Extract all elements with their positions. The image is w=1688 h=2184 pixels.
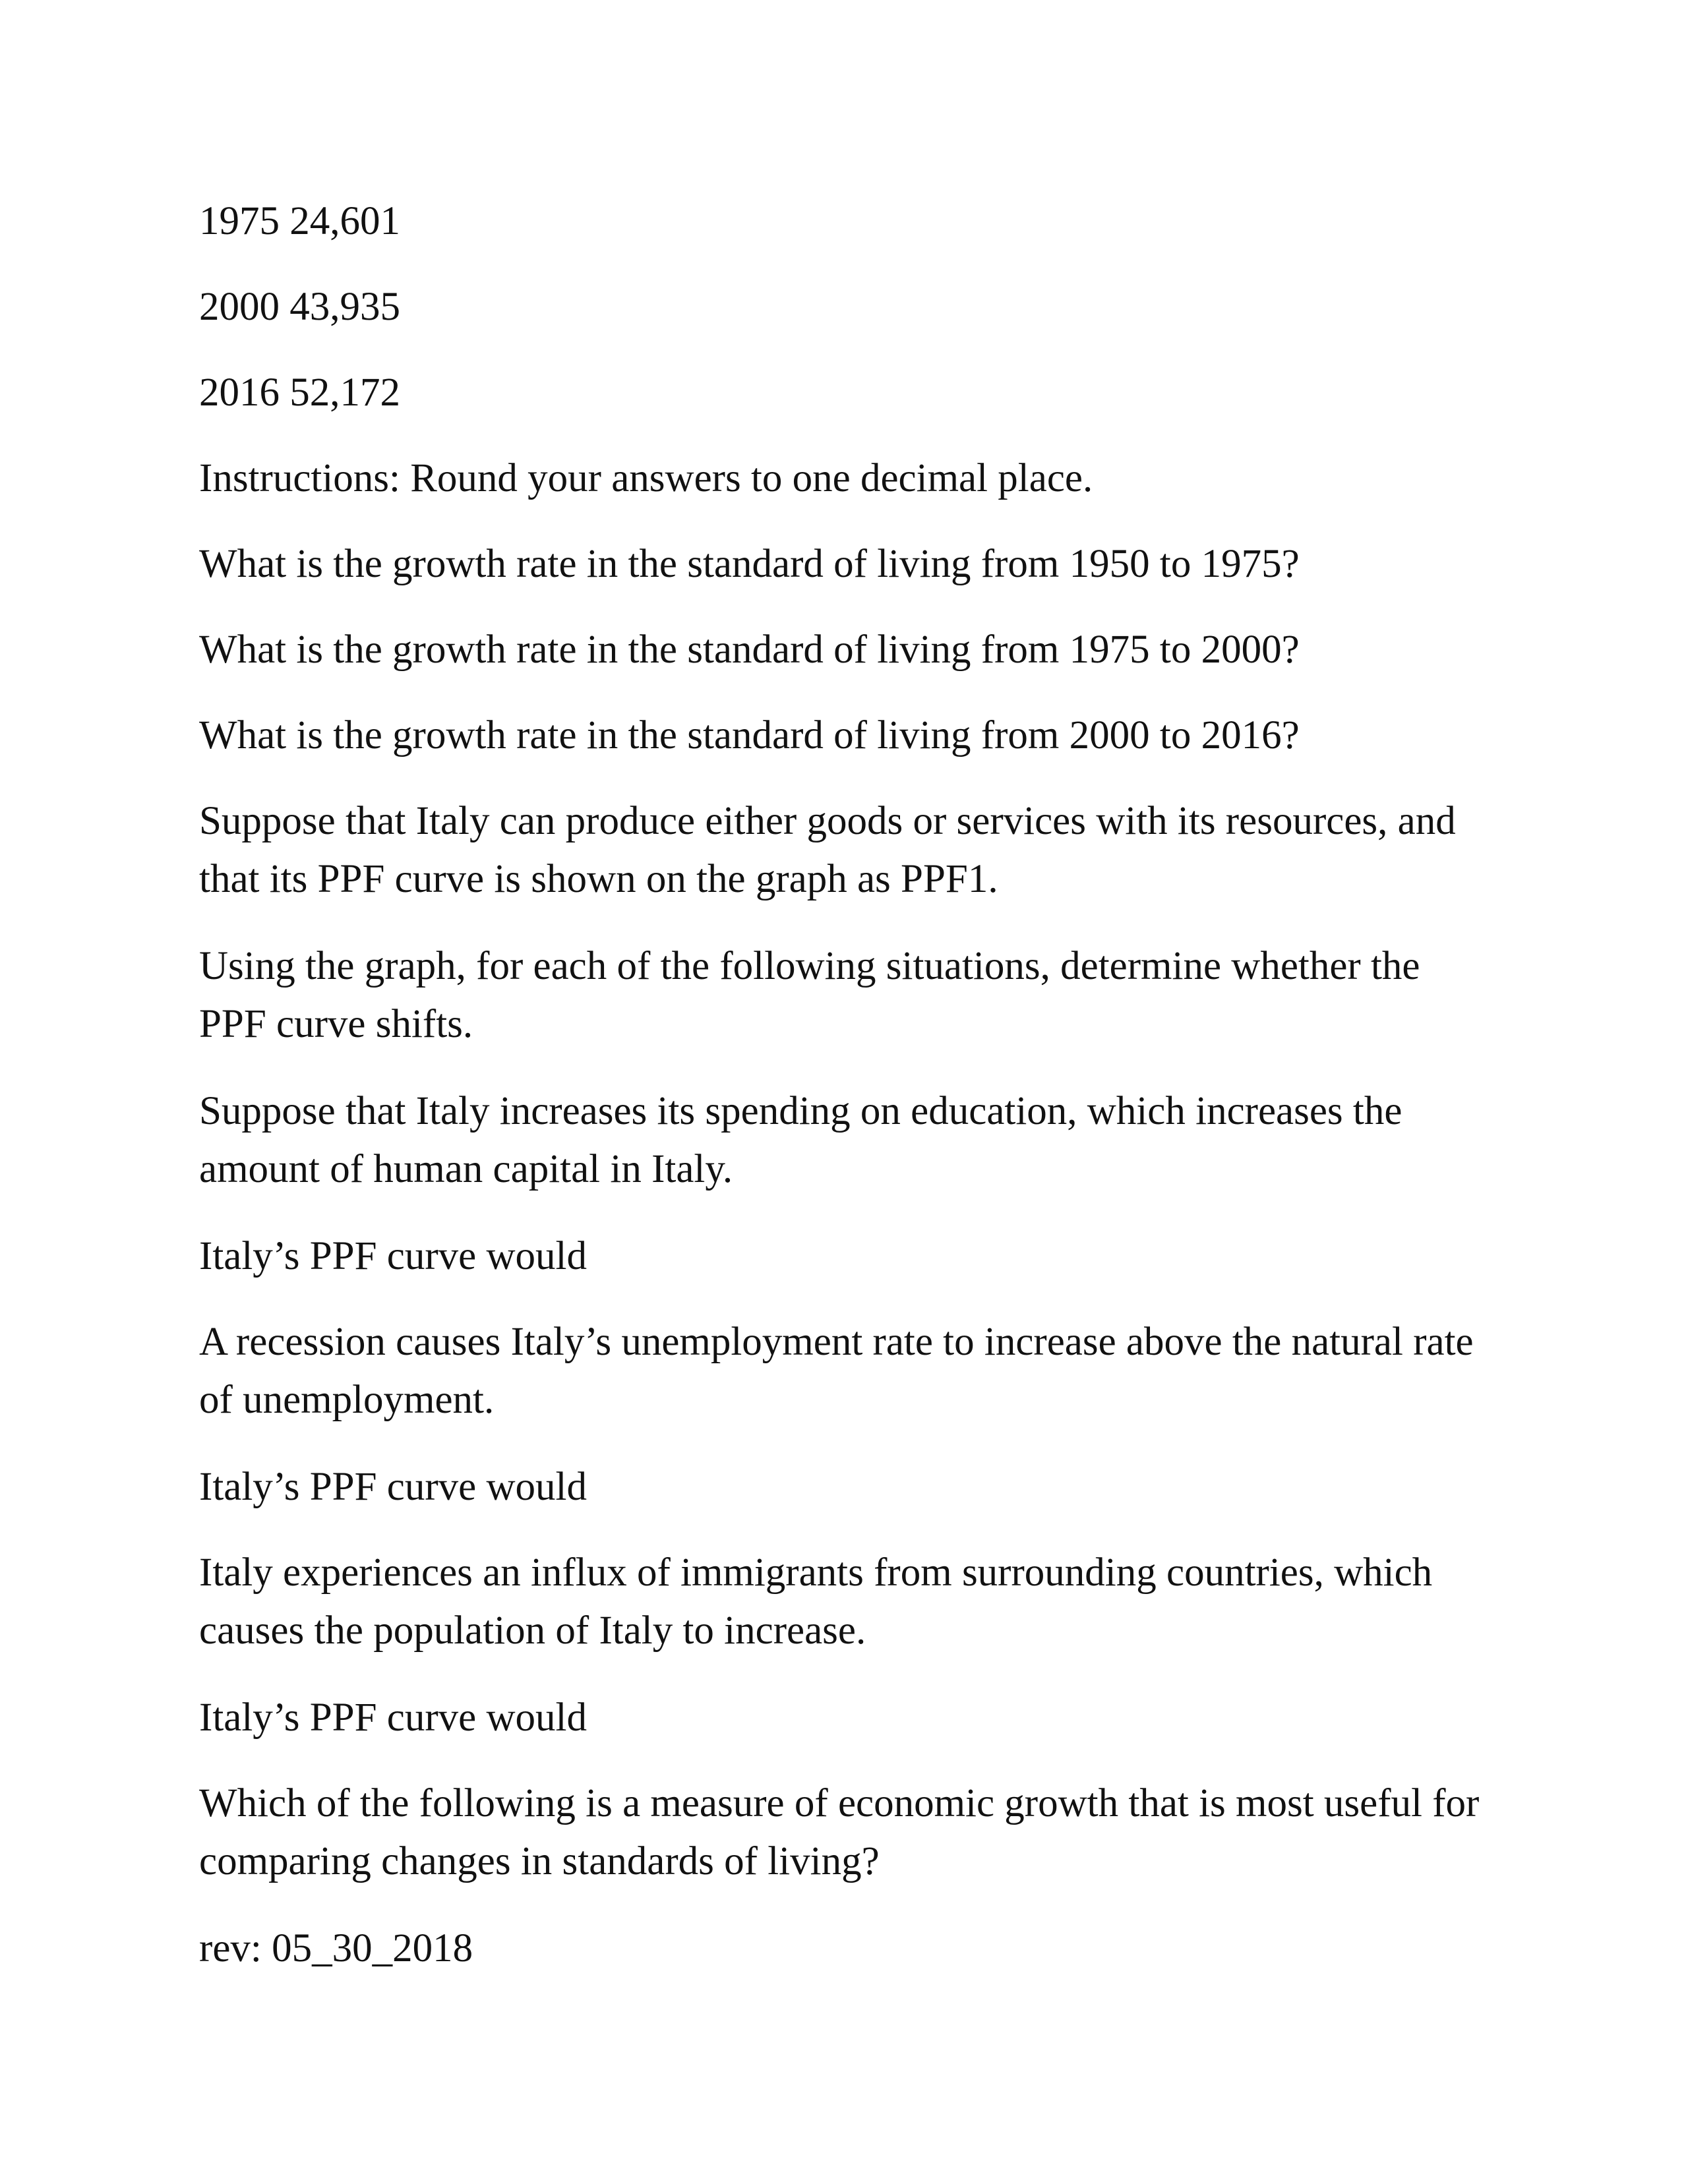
document-body <box>199 192 1492 2005</box>
data-row-1975: 1975 24,601 <box>199 199 400 243</box>
answer-prompt-education: Italy’s PPF curve would <box>199 1234 587 1278</box>
answer-prompt-immigration: Italy’s PPF curve would <box>199 1696 587 1740</box>
instructions-text: Instructions: Round your answers to one decimal place. <box>199 456 1093 500</box>
scenario-education: Suppose that Italy increases its spending on education, which increases the amount of human capital in Italy. <box>199 1089 1402 1191</box>
ppf-intro-paragraph: Suppose that Italy can produce either goods or services with its resources, and that its PPF curve is shown on the graph as PPF1. <box>199 799 1456 901</box>
data-row-2016: 2016 52,172 <box>199 370 400 415</box>
question-growth-2000-2016: What is the growth rate in the standard of living from 2000 to 2016? <box>199 713 1300 757</box>
scenario-immigration: Italy experiences an influx of immigrants from surrounding countries, which causes the population of Italy to increase. <box>199 1550 1433 1653</box>
scenario-recession: A recession causes Italy’s unemployment rate to increase above the natural rate of unemployment. <box>199 1320 1474 1422</box>
answer-prompt-recession: Italy’s PPF curve would <box>199 1465 587 1509</box>
question-growth-measure: Which of the following is a measure of economic growth that is most useful for comparing changes in standards of living? <box>199 1781 1480 1883</box>
revision-note: rev: 05_30_2018 <box>199 1926 473 1970</box>
question-growth-1950-1975: What is the growth rate in the standard of living from 1950 to 1975? <box>199 542 1300 586</box>
question-growth-1975-2000: What is the growth rate in the standard of living from 1975 to 2000? <box>199 628 1300 672</box>
ppf-instructions-paragraph: Using the graph, for each of the following situations, determine whether the PPF curve shifts. <box>199 944 1420 1046</box>
data-row-2000: 2000 43,935 <box>199 285 400 329</box>
